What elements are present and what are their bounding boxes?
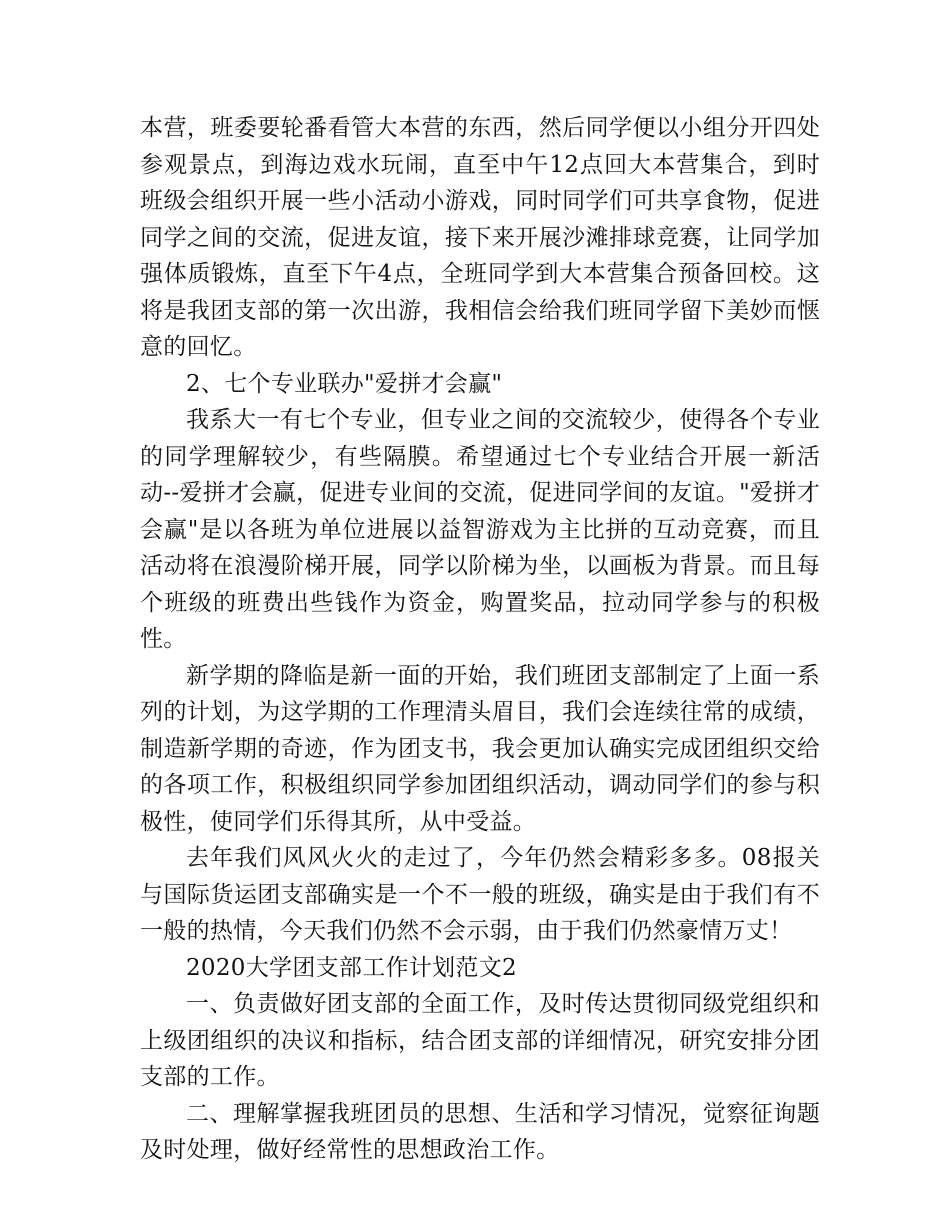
section-heading-plan-2: 2020大学团支部工作计划范文2 bbox=[186, 954, 517, 981]
paragraph-activity-description: 我系大一有七个专业，但专业之间的交流较少，使得各个专业的同学理解较少，有些隔膜。希望通过七个专业结合开展一新活动--爱拼才会赢，促进专业间的交流，促进同学间的友谊。"爱拼才会赢"是以各班为单位进展以益智游戏为主比拼的互动竞赛，而且活动将在浪漫阶梯开展，同学以阶梯为坐，以画板为背景。而且每个班级的班费出些钱作为资金，购置奖品，拉动同学参与的积极性。 bbox=[140, 407, 820, 652]
paragraph-duty-1: 一、负责做好团支部的全面工作，及时传达贯彻同级党组织和上级团组织的决议和指标，结合团支部的详细情况，研究安排分团支部的工作。 bbox=[140, 991, 820, 1090]
section-heading-activity-2: 2、七个专业联办"爱拼才会赢" bbox=[186, 370, 503, 397]
document-body bbox=[140, 110, 820, 1169]
paragraph-duty-2: 二、理解掌握我班团员的思想、生活和学习情况，觉察征询题及时处理，做好经常性的思想政治工作。 bbox=[140, 1100, 820, 1163]
paragraph-new-semester: 新学期的降临是新一面的开始，我们班团支部制定了上面一系列的计划，为这学期的工作理清头眉目，我们会连续往常的成绩，制造新学期的奇迹，作为团支书，我会更加认确实完成团组织交给的各项工作，积极组织同学参加团组织活动，调动同学们的参与积极性，使同学们乐得其所，从中受益。 bbox=[140, 662, 820, 835]
paragraph-continuation: 本营，班委要轮番看管大本营的东西，然后同学便以小组分开四处参观景点，到海边戏水玩闹，直至中午12点回大本营集合，到时班级会组织开展一些小活动小游戏，同时同学们可共享食物，促进同学之间的交流，促进友谊，接下来开展沙滩排球竞赛，让同学加强体质锻炼，直至下午4点，全班同学到大本营集合预备回校。这将是我团支部的第一次出游，我相信会给我们班同学留下美妙而惬意的回忆。 bbox=[140, 115, 820, 360]
paragraph-last-year: 去年我们风风火火的走过了，今年仍然会精彩多多。08报关与国际货运团支部确实是一个不一般的班级，确实是由于我们有不一般的热情，今天我们仍然不会示弱，由于我们仍然豪情万丈！ bbox=[140, 845, 820, 944]
